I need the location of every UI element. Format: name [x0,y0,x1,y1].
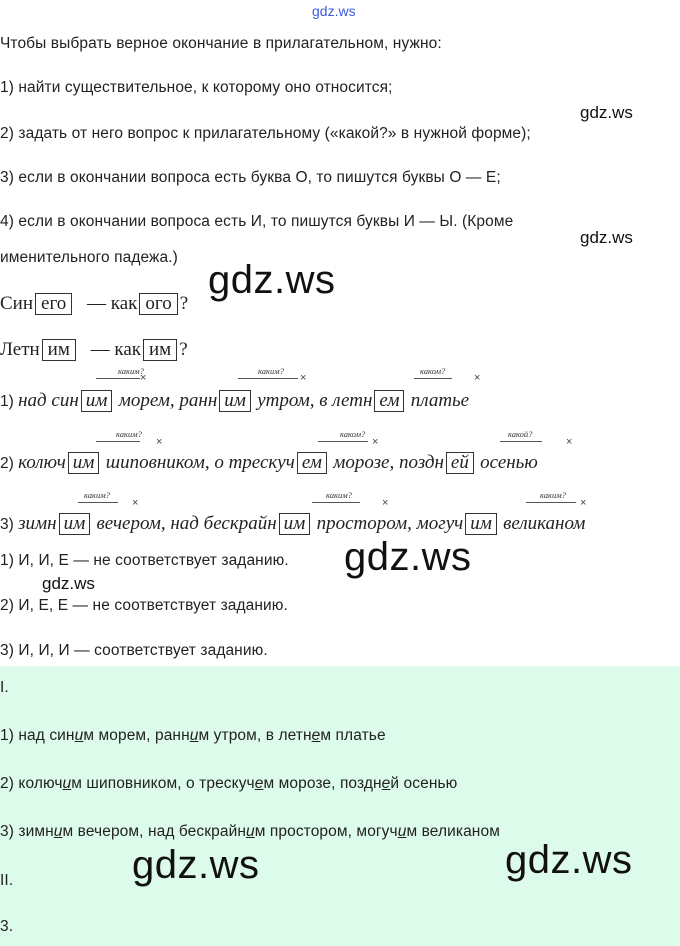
question-label: каким? [116,429,142,439]
answer-text: м вечером, над бескрайн [62,823,246,840]
watermark-top: gdz.ws [312,3,356,19]
rule-step-3: 3) если в окончании вопроса есть буква О, то пишутся буквы О — Е; [0,169,501,186]
word-stem: над син [18,390,79,411]
question-arrow [96,441,140,442]
answer-text: м морозе, поздн [263,775,382,792]
cross-mark: × [382,497,389,509]
question-arrow [312,502,360,503]
answer-ending: е [311,727,321,744]
word-stem: колюч [18,452,66,473]
question-label: каким? [84,490,110,500]
word-stem: шиповником, о трескуч [105,452,295,473]
cross-mark: × [140,372,147,384]
example-dash: — как [87,293,138,314]
word-stem: простором, могуч [316,513,464,534]
answer-text: м морем, ранн [83,727,190,744]
ending-box: им [68,452,100,474]
answer-ending: и [62,775,72,792]
question-mark: ? [179,339,188,360]
question-label: каким? [118,366,144,376]
rule-step-2: 2) задать от него вопрос к прилагательному («какой?» в нужной форме); [0,125,531,142]
watermark-large: gdz.ws [208,258,336,302]
question-arrow [78,502,118,503]
question-label: каком? [340,429,366,439]
option-3: 3) И, И, И — соответствует заданию. [0,642,268,659]
question-arrow [414,378,452,379]
cross-mark: × [372,436,379,448]
word-stem: утром, в летн [257,390,373,411]
cross-mark: × [566,436,573,448]
cross-mark: × [300,372,307,384]
word-stem: морозе, поздн [333,452,444,473]
answer-ending: и [74,727,84,744]
option-2: 2) И, Е, Е — не соответствует заданию. [0,597,288,614]
answer-ending: и [246,823,255,840]
analysis-row-3 [0,513,585,535]
word-stem: великаном [503,513,586,534]
answer-line-2 [0,775,457,793]
ending-box: им [219,390,251,412]
row-number: 1) [0,393,14,410]
answer-ending: и [53,823,63,840]
answer-line-1 [0,727,386,745]
ending-box: ем [374,390,404,412]
answer-text: 3) зимн [0,823,54,840]
option-1: 1) И, И, Е — не соответствует заданию. [0,552,289,569]
watermark-large: gdz.ws [505,838,633,882]
row-number: 2) [0,455,14,472]
answer-text: 2) колюч [0,775,63,792]
answer-label-2: II. [0,872,14,889]
answer-text: м платье [320,727,386,744]
question-arrow [238,378,298,379]
example-stem: Син [0,293,34,314]
word-stem: осенью [480,452,538,473]
rule-step-1: 1) найти существительное, к которому оно относится; [0,79,393,96]
question-ending-box: им [143,339,177,361]
question-label: каким? [258,366,284,376]
analysis-row-2 [0,452,538,474]
answer-panel [0,666,680,946]
answer-ending: е [381,775,391,792]
row-number: 3) [0,516,14,533]
cross-mark: × [156,436,163,448]
question-label: каком? [420,366,446,376]
question-label: каким? [540,490,566,500]
ending-box: ем [297,452,327,474]
cross-mark: × [580,497,587,509]
example-dash: — как [90,339,141,360]
ending-box: им [81,390,113,412]
word-stem: морем, ранн [118,390,218,411]
watermark-small: gdz.ws [580,103,633,122]
answer-label-1: I. [0,679,9,696]
cross-mark: × [474,372,481,384]
word-stem: вечером, над бескрайн [96,513,277,534]
example-stem: Летн [0,339,40,360]
watermark-large: gdz.ws [344,535,472,579]
answer-text: м шиповником, о трескуч [71,775,255,792]
answer-ending: и [397,823,407,840]
answer-text: м простором, могуч [254,823,398,840]
example-2 [0,339,188,361]
answer-text: м утром, в летн [198,727,312,744]
question-ending-box: ого [139,293,177,315]
answer-ending: е [254,775,264,792]
analysis-row-1 [0,390,469,412]
rule-step-4-line-2: именительного падежа.) [0,249,178,266]
question-arrow [526,502,576,503]
question-label: какой? [508,429,533,439]
ending-box: им [279,513,311,535]
answer-text: м великаном [406,823,500,840]
ending-box: ей [446,452,474,474]
answer-text: 1) над син [0,727,75,744]
word-stem: зимн [18,513,57,534]
answer-line-3 [0,823,500,841]
watermark-small: gdz.ws [580,228,633,247]
rule-intro: Чтобы выбрать верное окончание в прилагательном, нужно: [0,35,442,52]
question-arrow [318,441,368,442]
answer-label-3: 3. [0,918,14,935]
rule-step-4-line-1: 4) если в окончании вопроса есть И, то пишутся буквы И — Ы. (Кроме [0,213,514,230]
ending-box: им [465,513,497,535]
question-label: каким? [326,490,352,500]
question-arrow [96,378,140,379]
question-arrow [500,441,542,442]
cross-mark: × [132,497,139,509]
answer-ending: и [189,727,199,744]
ending-box: им [42,339,76,361]
example-1 [0,293,188,315]
ending-box: им [59,513,91,535]
answer-text: й осенью [390,775,458,792]
word-stem: платье [410,390,470,411]
ending-box: его [35,293,72,315]
watermark-large: gdz.ws [132,843,260,887]
watermark-small: gdz.ws [42,574,95,593]
question-mark: ? [179,293,189,314]
